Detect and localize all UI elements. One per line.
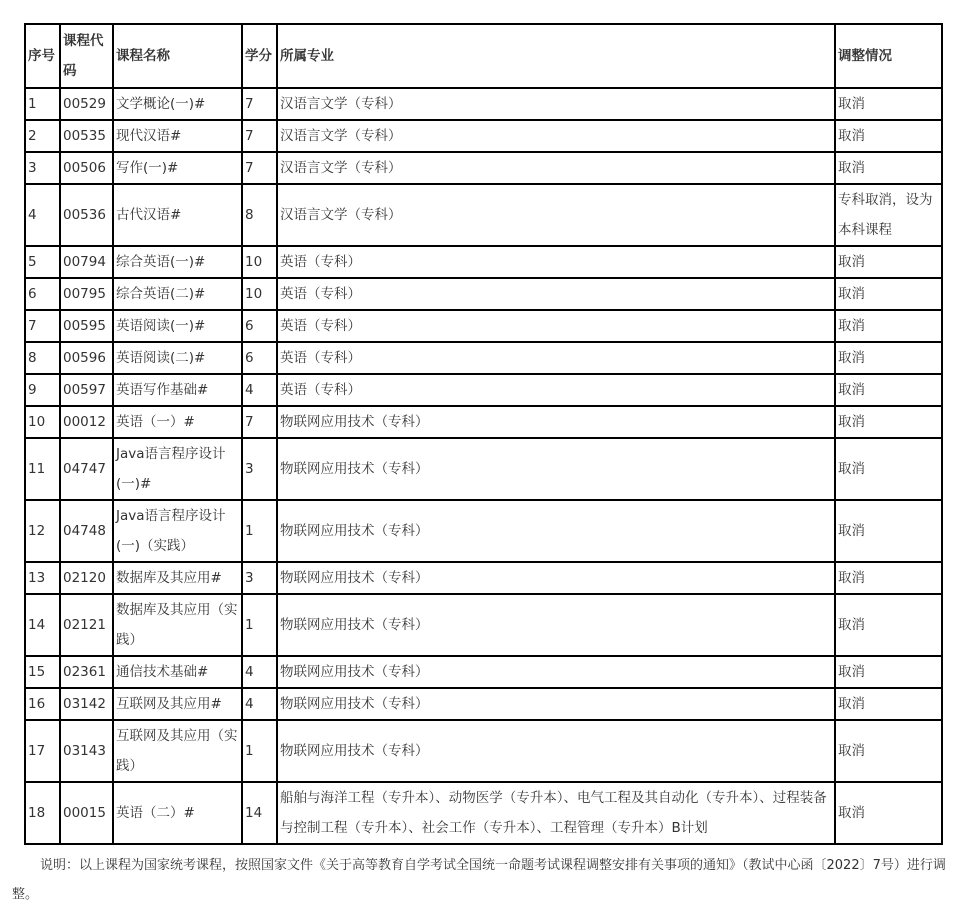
cell-major: 物联网应用技术（专科） xyxy=(277,438,835,500)
cell-credit: 6 xyxy=(242,342,277,374)
cell-seq: 9 xyxy=(25,374,60,406)
cell-name: 数据库及其应用# xyxy=(113,562,242,594)
cell-major: 物联网应用技术（专科） xyxy=(277,656,835,688)
cell-code: 00795 xyxy=(60,278,113,310)
header-credit: 学分 xyxy=(242,24,277,88)
footnote: 说明：以上课程为国家统考课程，按照国家文件《关于高等教育自学考试全国统一命题考试课程调整安排有关事项的通知》（教试中心函〔2022〕7号）进行调整。 xyxy=(12,858,946,902)
cell-adjust: 取消 xyxy=(835,88,942,120)
cell-name: 现代汉语# xyxy=(113,120,242,152)
cell-name: 互联网及其应用# xyxy=(113,688,242,720)
table-body xyxy=(25,88,942,844)
cell-major: 汉语言文学（专科） xyxy=(277,88,835,120)
cell-seq: 15 xyxy=(25,656,60,688)
cell-credit: 1 xyxy=(242,720,277,782)
cell-name: 综合英语(一)# xyxy=(113,246,242,278)
cell-seq: 4 xyxy=(25,184,60,246)
table-row xyxy=(25,120,942,152)
cell-credit: 1 xyxy=(242,594,277,656)
cell-adjust: 取消 xyxy=(835,782,942,844)
table-row xyxy=(25,278,942,310)
table-header xyxy=(25,24,942,88)
cell-seq: 2 xyxy=(25,120,60,152)
table-row xyxy=(25,562,942,594)
cell-name: 英语写作基础# xyxy=(113,374,242,406)
cell-code: 00597 xyxy=(60,374,113,406)
cell-seq: 5 xyxy=(25,246,60,278)
cell-code: 04747 xyxy=(60,438,113,500)
cell-code: 02121 xyxy=(60,594,113,656)
table-row xyxy=(25,342,942,374)
cell-name: 写作(一)# xyxy=(113,152,242,184)
cell-adjust: 取消 xyxy=(835,594,942,656)
cell-name: 文学概论(一)# xyxy=(113,88,242,120)
cell-credit: 7 xyxy=(242,406,277,438)
cell-major: 物联网应用技术（专科） xyxy=(277,720,835,782)
table-row xyxy=(25,246,942,278)
cell-major: 英语（专科） xyxy=(277,374,835,406)
cell-adjust: 取消 xyxy=(835,500,942,562)
cell-adjust: 取消 xyxy=(835,656,942,688)
cell-credit: 4 xyxy=(242,374,277,406)
cell-name: 综合英语(二)# xyxy=(113,278,242,310)
header-adjust: 调整情况 xyxy=(835,24,942,88)
table-row xyxy=(25,374,942,406)
cell-adjust: 取消 xyxy=(835,688,942,720)
cell-credit: 1 xyxy=(242,500,277,562)
table-row xyxy=(25,184,942,246)
cell-name: 古代汉语# xyxy=(113,184,242,246)
cell-credit: 10 xyxy=(242,278,277,310)
cell-credit: 6 xyxy=(242,310,277,342)
table-row xyxy=(25,656,942,688)
header-name: 课程名称 xyxy=(113,24,242,88)
cell-credit: 7 xyxy=(242,120,277,152)
cell-adjust: 取消 xyxy=(835,374,942,406)
cell-credit: 10 xyxy=(242,246,277,278)
cell-adjust: 取消 xyxy=(835,246,942,278)
cell-code: 00794 xyxy=(60,246,113,278)
header-seq: 序号 xyxy=(25,24,60,88)
cell-major: 汉语言文学（专科） xyxy=(277,120,835,152)
cell-seq: 18 xyxy=(25,782,60,844)
cell-credit: 7 xyxy=(242,88,277,120)
cell-seq: 13 xyxy=(25,562,60,594)
cell-credit: 14 xyxy=(242,782,277,844)
cell-adjust: 取消 xyxy=(835,152,942,184)
table-row xyxy=(25,438,942,500)
table-row xyxy=(25,88,942,120)
cell-seq: 11 xyxy=(25,438,60,500)
cell-code: 02361 xyxy=(60,656,113,688)
cell-code: 03142 xyxy=(60,688,113,720)
cell-major: 英语（专科） xyxy=(277,342,835,374)
cell-credit: 4 xyxy=(242,656,277,688)
table-row xyxy=(25,152,942,184)
cell-name: Java语言程序设计(一)# xyxy=(113,438,242,500)
cell-name: 数据库及其应用（实践） xyxy=(113,594,242,656)
cell-seq: 1 xyxy=(25,88,60,120)
course-adjustment-table xyxy=(24,23,943,845)
cell-code: 04748 xyxy=(60,500,113,562)
cell-name: 互联网及其应用（实践） xyxy=(113,720,242,782)
cell-code: 03143 xyxy=(60,720,113,782)
cell-name: 英语（一）# xyxy=(113,406,242,438)
cell-adjust: 取消 xyxy=(835,310,942,342)
cell-credit: 4 xyxy=(242,688,277,720)
table-row xyxy=(25,500,942,562)
cell-code: 00535 xyxy=(60,120,113,152)
cell-seq: 17 xyxy=(25,720,60,782)
cell-major: 物联网应用技术（专科） xyxy=(277,594,835,656)
cell-adjust: 取消 xyxy=(835,438,942,500)
cell-name: 英语（二）# xyxy=(113,782,242,844)
cell-name: 通信技术基础# xyxy=(113,656,242,688)
cell-credit: 3 xyxy=(242,438,277,500)
cell-major: 船舶与海洋工程（专升本）、动物医学（专升本）、电气工程及其自动化（专升本）、过程装备与控制工程（专升本）、社会工作（专升本）、工程管理（专升本）B计划 xyxy=(277,782,835,844)
cell-adjust: 取消 xyxy=(835,342,942,374)
cell-major: 英语（专科） xyxy=(277,246,835,278)
cell-credit: 8 xyxy=(242,184,277,246)
cell-major: 英语（专科） xyxy=(277,278,835,310)
cell-major: 物联网应用技术（专科） xyxy=(277,688,835,720)
cell-seq: 7 xyxy=(25,310,60,342)
cell-major: 物联网应用技术（专科） xyxy=(277,562,835,594)
cell-code: 00536 xyxy=(60,184,113,246)
table-row xyxy=(25,594,942,656)
cell-adjust: 取消 xyxy=(835,720,942,782)
cell-name: 英语阅读(二)# xyxy=(113,342,242,374)
cell-major: 汉语言文学（专科） xyxy=(277,152,835,184)
cell-name: 英语阅读(一)# xyxy=(113,310,242,342)
table-row xyxy=(25,406,942,438)
cell-seq: 8 xyxy=(25,342,60,374)
cell-adjust: 取消 xyxy=(835,562,942,594)
cell-code: 00015 xyxy=(60,782,113,844)
cell-seq: 3 xyxy=(25,152,60,184)
cell-major: 物联网应用技术（专科） xyxy=(277,500,835,562)
cell-adjust: 取消 xyxy=(835,120,942,152)
cell-code: 02120 xyxy=(60,562,113,594)
cell-adjust: 取消 xyxy=(835,406,942,438)
cell-seq: 14 xyxy=(25,594,60,656)
cell-seq: 16 xyxy=(25,688,60,720)
header-code: 课程代码 xyxy=(60,24,113,88)
cell-adjust: 专科取消，设为本科课程 xyxy=(835,184,942,246)
cell-adjust: 取消 xyxy=(835,278,942,310)
table-row xyxy=(25,688,942,720)
cell-credit: 3 xyxy=(242,562,277,594)
cell-code: 00595 xyxy=(60,310,113,342)
header-major: 所属专业 xyxy=(277,24,835,88)
cell-code: 00529 xyxy=(60,88,113,120)
cell-code: 00596 xyxy=(60,342,113,374)
table-row xyxy=(25,720,942,782)
cell-code: 00012 xyxy=(60,406,113,438)
cell-seq: 10 xyxy=(25,406,60,438)
cell-major: 物联网应用技术（专科） xyxy=(277,406,835,438)
table-row xyxy=(25,782,942,844)
cell-major: 汉语言文学（专科） xyxy=(277,184,835,246)
cell-seq: 6 xyxy=(25,278,60,310)
cell-credit: 7 xyxy=(242,152,277,184)
cell-seq: 12 xyxy=(25,500,60,562)
table-row xyxy=(25,310,942,342)
cell-name: Java语言程序设计(一)（实践） xyxy=(113,500,242,562)
cell-code: 00506 xyxy=(60,152,113,184)
cell-major: 英语（专科） xyxy=(277,310,835,342)
